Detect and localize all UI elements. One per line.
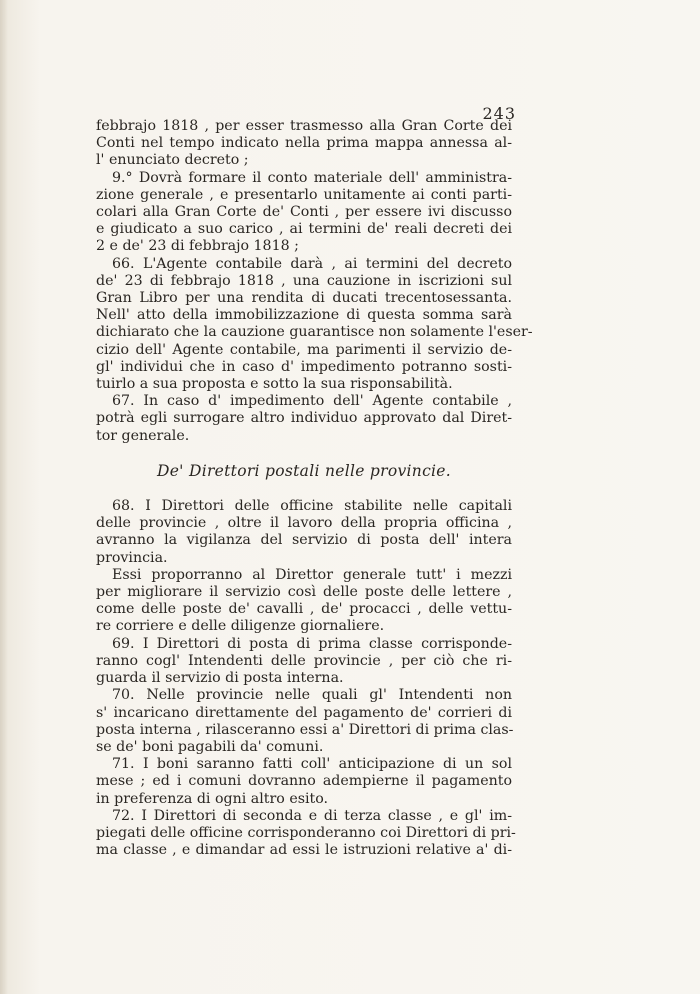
article-70	[96, 687, 512, 756]
text-line: provincia.	[96, 549, 168, 566]
page-body	[96, 118, 533, 859]
text-line: guarda il servizio di posta interna.	[96, 670, 344, 687]
text-line: colari alla Gran Corte de' Conti , per essere ivi discusso	[96, 204, 512, 221]
text-line: mese ; ed i comuni dovranno adempierne il pagamento	[96, 773, 512, 790]
text-line: piegati delle officine corrisponderanno coi Direttori di pri-	[96, 824, 516, 841]
text-line: potrà egli surrogare altro individuo approvato dal Diret-	[96, 410, 512, 427]
article-68	[96, 498, 512, 567]
paragraph-item-9	[96, 170, 512, 256]
article-67	[96, 393, 512, 445]
text-line: zione generale , e presentarlo unitamente ai conti parti-	[96, 186, 512, 203]
text-line: se de' boni pagabili da' comuni.	[96, 738, 324, 755]
text-line: Conti nel tempo indicato nella prima mappa annessa al-	[96, 135, 512, 152]
text-line: gl' individui che in caso d' impedimento potranno sosti-	[96, 358, 512, 375]
text-line: cizio dell' Agente contabile, ma parimenti il servizio de-	[96, 341, 512, 358]
text-line: ranno cogl' Intendenti delle provincie , per ciò che ri-	[96, 652, 512, 669]
text-line: 67. In caso d' impedimento dell' Agente contabile ,	[112, 393, 512, 410]
section-heading: De' Direttori postali nelle provincie.	[156, 461, 452, 480]
text-line: l' enunciato decreto ;	[96, 152, 249, 169]
text-line: Nell' atto della immobilizzazione di questa somma sarà	[96, 307, 512, 324]
text-line: febbrajo 1818 , per esser trasmesso alla Gran Corte dei	[96, 118, 512, 134]
article-66	[96, 255, 533, 394]
article-69	[96, 636, 512, 688]
text-line: re corriere e delle diligenze giornaliere.	[96, 618, 385, 635]
page-spine-shadow	[0, 0, 8, 994]
text-line: delle provincie , oltre il lavoro della propria officina ,	[96, 515, 512, 532]
text-line: s' incaricano direttamente del pagamento de' corrieri di	[96, 704, 512, 721]
text-line: dichiarato che la cauzione guarantisce non solamente l'eser-	[96, 324, 533, 341]
text-line: 72. I Direttori di seconda e di terza classe , e gl' im-	[112, 807, 512, 824]
text-line: tor generale.	[96, 427, 190, 444]
article-72	[96, 807, 516, 860]
article-71	[96, 756, 512, 808]
text-line: come delle poste de' cavalli , de' procacci , delle vettu-	[96, 601, 512, 618]
text-line: tuirlo a sua proposta e sotto la sua risponsabilità.	[96, 376, 453, 393]
text-line: Gran Libro per una rendita di ducati trecentosessanta.	[96, 290, 512, 307]
text-line: ma classe , e dimandar ad essi le istruzioni relative a' di-	[96, 842, 512, 859]
text-line: 2 e de' 23 di febbrajo 1818 ;	[96, 238, 299, 255]
text-line: Essi proporranno al Direttor generale tutt' i mezzi	[112, 566, 512, 583]
text-line: 68. I Direttori delle officine stabilite nelle capitali	[112, 498, 512, 515]
text-line: de' 23 di febbrajo 1818 , una cauzione in iscrizioni sul	[96, 272, 512, 289]
text-line: posta interna , rilasceranno essi a' Direttori di prima clas-	[96, 721, 514, 738]
text-line: per migliorare il servizio così delle poste delle lettere ,	[96, 584, 512, 601]
text-line: 70. Nelle provincie nelle quali gl' Intendenti non	[112, 687, 512, 704]
text-line: e giudicato a suo carico , ai termini de' reali decreti dei	[96, 221, 512, 238]
page-number: 243	[482, 104, 516, 123]
article-68-paragraph-2	[96, 567, 512, 636]
text-line: 66. L'Agente contabile darà , ai termini del decreto	[112, 255, 512, 272]
paragraph-continuation	[96, 118, 512, 170]
text-line: 71. I boni saranno fatti coll' anticipazione di un sol	[112, 756, 512, 773]
text-line: 9.° Dovrà formare il conto materiale dell' amministra-	[112, 169, 512, 186]
text-line: in preferenza di ogni altro esito.	[96, 790, 329, 807]
text-line: avranno la vigilanza del servizio di posta dell' intera	[96, 532, 512, 549]
text-line: 69. I Direttori di posta di prima classe corrisponde-	[112, 635, 512, 652]
